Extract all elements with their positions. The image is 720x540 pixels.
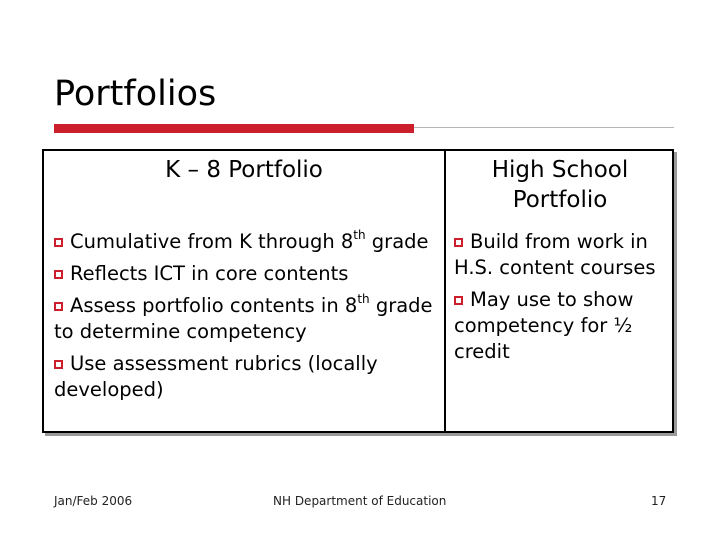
bullet-text: Reflects ICT in core contents: [70, 262, 349, 285]
bullet-text: Build from work in H.S. content courses: [454, 230, 656, 279]
list-item: [454, 287, 670, 365]
portfolio-comparison-table: [42, 149, 674, 433]
high-school-column: [446, 151, 674, 431]
bullet-text-continued: grade: [365, 230, 429, 253]
superscript: th: [357, 292, 370, 306]
k8-bullet-list: [54, 229, 438, 409]
high-school-column-header: High School Portfolio: [491, 157, 629, 213]
hollow-square-bullet-icon: [54, 270, 63, 279]
bullet-text: Use assessment rubrics (locally developed): [54, 352, 378, 401]
bullet-text: Cumulative from K through 8: [70, 230, 354, 253]
title-underline-accent: [54, 124, 414, 133]
list-item: [54, 293, 438, 345]
bullet-text-continued: grade to determine competency: [54, 294, 433, 343]
footer-date: Jan/Feb 2006: [54, 494, 133, 508]
list-item: [454, 229, 670, 281]
k8-column: [44, 151, 446, 431]
title-underline-rule: [414, 127, 674, 128]
list-item: [54, 261, 438, 287]
superscript: th: [353, 228, 366, 242]
footer-page-number: 17: [651, 494, 667, 508]
footer-organization: NH Department of Education: [273, 494, 447, 508]
bullet-text: May use to show competency for ½ credit: [454, 288, 634, 363]
high-school-bullet-list: [454, 229, 670, 371]
list-item: [54, 229, 438, 255]
hollow-square-bullet-icon: [454, 296, 463, 305]
hollow-square-bullet-icon: [54, 238, 63, 247]
slide-title: Portfolios: [54, 74, 217, 114]
hollow-square-bullet-icon: [54, 360, 63, 369]
hollow-square-bullet-icon: [54, 302, 63, 311]
list-item: [54, 351, 438, 403]
k8-column-header: K – 8 Portfolio: [165, 157, 323, 183]
bullet-text: Assess portfolio contents in 8: [70, 294, 358, 317]
hollow-square-bullet-icon: [454, 238, 463, 247]
